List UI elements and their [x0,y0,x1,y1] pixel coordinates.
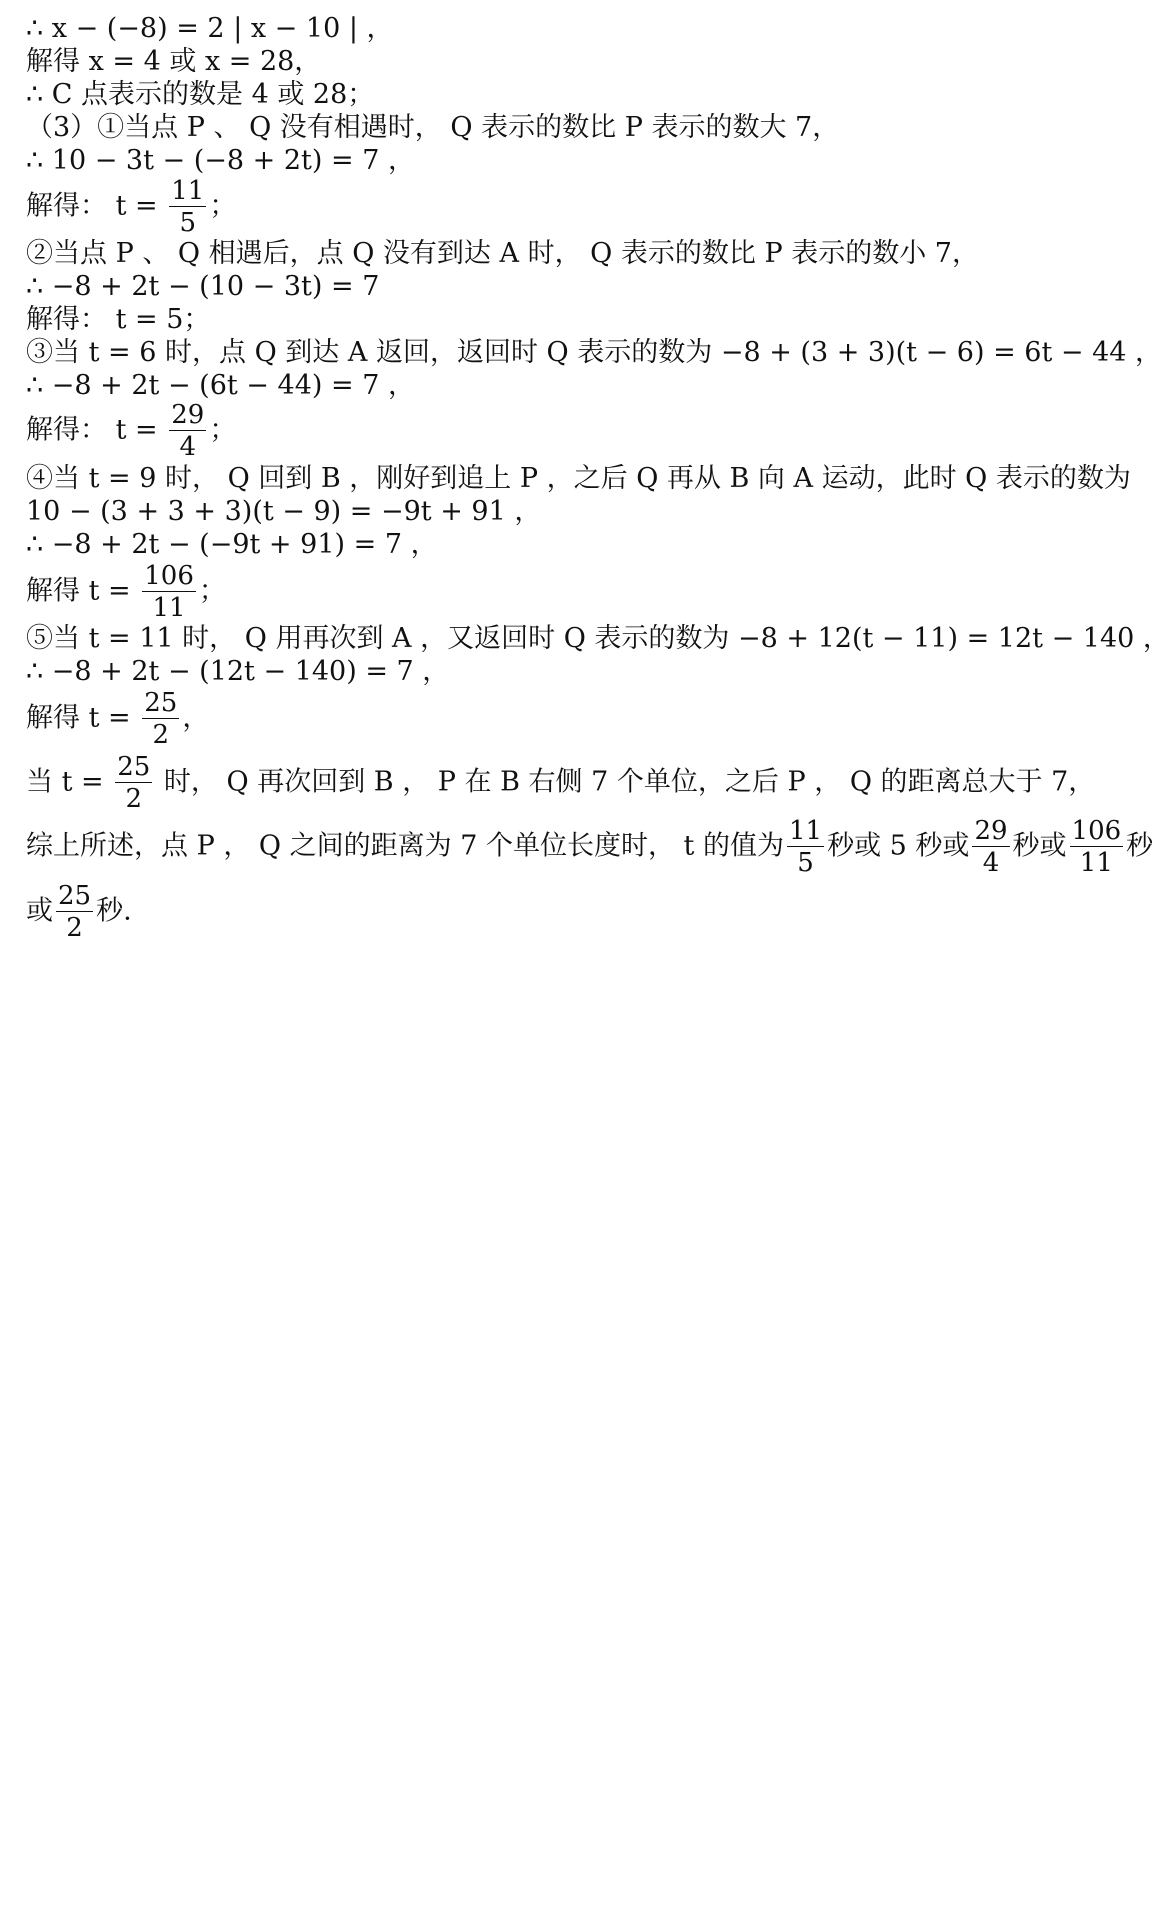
denominator: 5 [169,206,206,236]
text-line: ∴ −8 + 2t − (12t − 140) = 7 ， [26,656,450,687]
fraction [169,402,206,460]
numerator: 25 [58,881,92,911]
fraction [142,563,196,621]
denominator: 2 [56,911,93,941]
numerator: 29 [974,816,1008,846]
summary-suffix: 秒 [1126,830,1154,862]
line-prefix: 解得 t = [26,575,140,607]
line-suffix: 时， Q 再次回到 B ， P 在 B 右侧 7 个单位，之后 P ， Q 的距离总大于 7， [155,766,1096,798]
text-line: ⑤当 t = 11 时， Q 用再次到 A ，又返回时 Q 表示的数为 −8 + 12(t − 11) = 12t − 140 ， [26,623,1170,654]
denominator: 2 [142,718,179,748]
text-line: ④当 t = 9 时， Q 回到 B ，刚好到追上 P ，之后 Q 再从 B 向 A 运动，此时 Q 表示的数为 [26,463,1131,494]
line-prefix: 解得： t = [26,414,167,446]
denominator: 11 [1070,846,1124,876]
line-suffix: ； [198,575,226,607]
text-line: ∴ x − (−8) = 2 | x − 10 | ， [26,13,394,44]
summary-prefix: 综上所述，点 P ， Q 之间的距离为 7 个单位长度时， t 的值为 [26,830,784,862]
line-prefix: 当 t = [26,766,113,798]
line-suffix: ， [182,702,210,734]
fraction [142,690,179,748]
fraction-line [26,563,1129,621]
summary-text: 秒或 [1012,830,1067,862]
numerator: 106 [144,561,194,591]
numerator: 11 [171,176,205,206]
fraction [56,883,93,941]
fraction-line [26,178,1129,236]
denominator: 11 [142,591,196,621]
line-suffix: ； [209,414,237,446]
fraction-line [26,754,1129,812]
text-line: ∴ −8 + 2t − (−9t + 91) = 7 ， [26,529,438,560]
line-prefix: 解得 t = [26,702,140,734]
text-line: ∴ C 点表示的数是 4 或 28； [26,79,375,110]
summary-line [26,816,1154,878]
text-line: ∴ 10 − 3t − (−8 + 2t) = 7 ， [26,145,415,176]
line-prefix: 解得： t = [26,190,167,222]
numerator: 29 [171,400,205,430]
summary-suffix: 秒. [96,895,132,927]
text-line: 10 − (3 + 3 + 3)(t − 9) = −9t + 91 ， [26,496,542,527]
line-suffix: ； [209,190,237,222]
fraction [115,754,152,812]
text-line: ∴ −8 + 2t − (10 − 3t) = 7 [26,271,380,302]
text-line: ③当 t = 6 时，点 Q 到达 A 返回，返回时 Q 表示的数为 −8 + (3 + 3)(t − 6) = 6t − 44 ， [26,337,1163,368]
denominator: 5 [787,846,824,876]
fraction-line [26,402,1129,460]
numerator: 25 [144,688,178,718]
summary-prefix: 或 [26,895,53,927]
summary-text: 秒或 5 秒或 [827,830,970,862]
numerator: 11 [789,816,823,846]
numerator: 106 [1071,816,1122,846]
fraction [787,818,824,876]
fraction [972,818,1009,876]
denominator: 2 [115,782,152,812]
fraction [1070,818,1124,876]
numerator: 25 [117,752,151,782]
fraction [169,178,206,236]
denominator: 4 [169,430,206,460]
text-line: ∴ −8 + 2t − (6t − 44) = 7 ， [26,370,415,401]
fraction-line [26,690,1129,748]
text-line: ②当点 P 、 Q 相遇后，点 Q 没有到达 A 时， Q 表示的数比 P 表示的数小 7， [26,238,979,269]
text-line: 解得 x = 4 或 x = 28， [26,46,322,77]
summary-line [26,883,1129,941]
denominator: 4 [972,846,1009,876]
text-line: 解得： t = 5； [26,304,211,335]
text-line: （3）①当点 P 、 Q 没有相遇时， Q 表示的数比 P 表示的数大 7， [26,112,840,143]
